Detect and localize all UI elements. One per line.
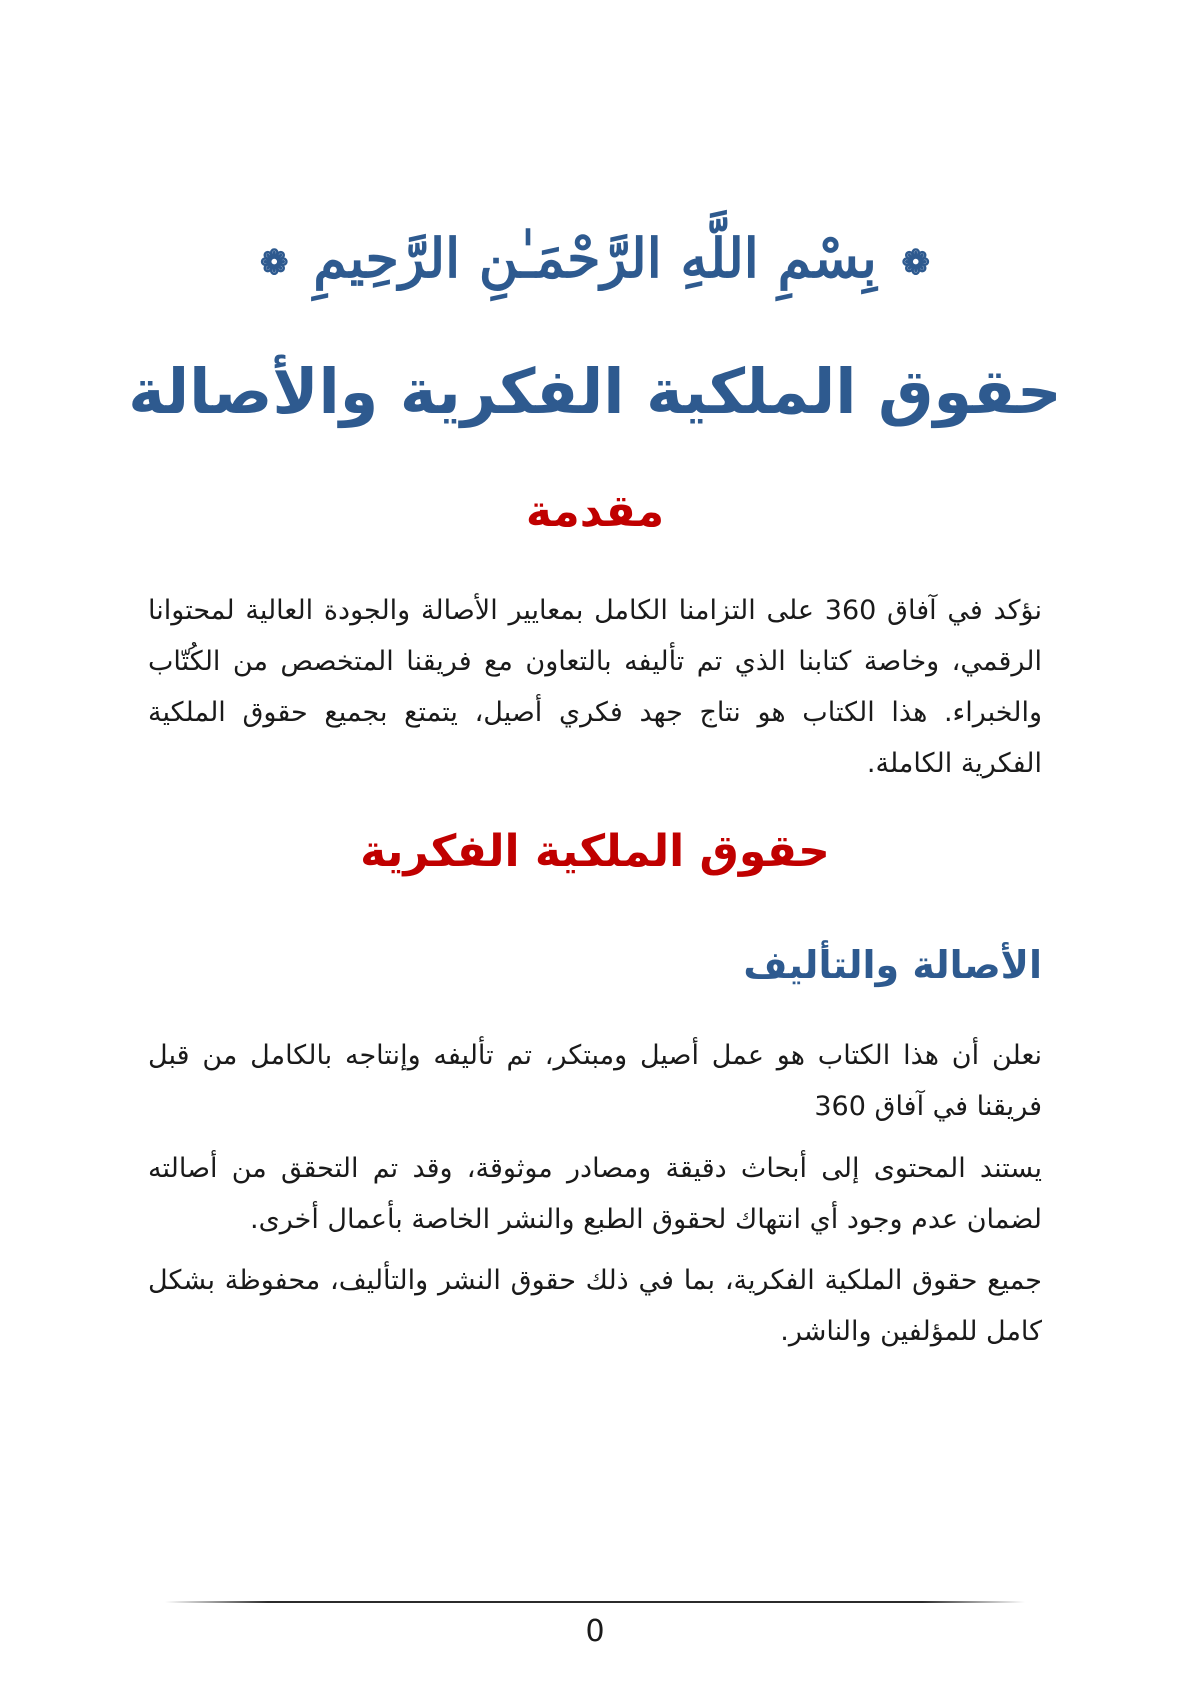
- body-paragraph: نعلن أن هذا الكتاب هو عمل أصيل ومبتكر، تم تأليفه وإنتاجه بالكامل من قبل فريقنا في آفاق 360: [148, 1040, 1042, 1122]
- body-paragraph: جميع حقوق الملكية الفكرية، بما في ذلك حقوق النشر والتأليف، محفوظة بشكل كامل للمؤلفين والناشر.: [148, 1265, 1042, 1347]
- introduction-heading: مقدمة: [525, 486, 665, 537]
- introduction-paragraph: نؤكد في آفاق 360 على التزامنا الكامل بمعايير الأصالة والجودة العالية لمحتوانا الرقمي، وخاصة كتابنا الذي تم تأليفه بالتعاون مع فريقنا المتخصص من الكُتّاب والخبراء. هذا الكتاب هو نتاج جهد فكري أصيل، يتمتع بجميع حقوق الملكية الفكرية الكاملة.: [148, 595, 1042, 779]
- footer-divider: [165, 1601, 1025, 1603]
- originality-subheading: الأصالة والتأليف: [743, 943, 1042, 987]
- body-paragraph: يستند المحتوى إلى أبحاث دقيقة ومصادر موثوقة، وقد تم التحقق من أصالته لضمان عدم وجود أي انتهاك لحقوق الطبع والنشر الخاصة بأعمال أخرى.: [148, 1153, 1042, 1235]
- basmala-line: [0, 218, 1190, 303]
- flower-ornament-icon: ❁: [259, 242, 289, 283]
- flower-ornament-icon: ❁: [901, 242, 931, 283]
- basmala-text: بِسْمِ اللَّهِ الرَّحْمَـٰنِ الرَّحِيمِ: [313, 226, 877, 290]
- page-title: حقوق الملكية الفكرية والأصالة: [128, 355, 1062, 428]
- intellectual-property-heading: حقوق الملكية الفكرية: [360, 826, 830, 877]
- page-number: 0: [585, 1614, 605, 1649]
